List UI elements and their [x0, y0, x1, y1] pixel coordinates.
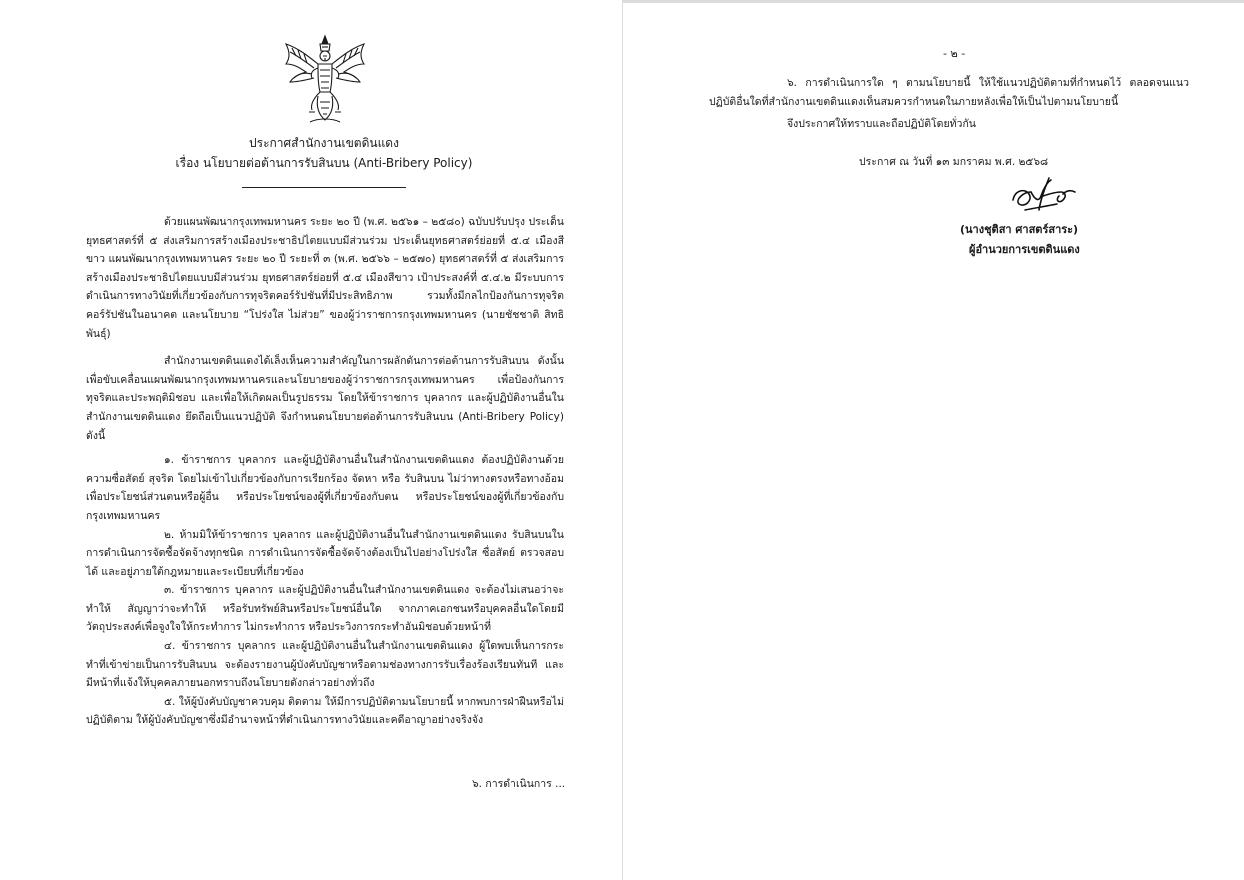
intro-paragraph: ด้วยแผนพัฒนากรุงเทพมหานคร ระยะ ๒๐ ปี (พ.ศ. ๒๕๖๑ – ๒๕๘๐) ฉบับปรับปรุง ประเด็นยุทธศาสตร์ที่ ๕ ส่งเสริมการสร้างเมืองประชาธิปไตยแบบมีส่วนร่วม ประเด็นยุทธศาสตร์ย่อยที่ ๕.๔ เมืองสีขาว แผนพัฒนากรุงเทพมหานคร ระยะ ๒๐ ปี ระยะที่ ๓ (พ.ศ. ๒๕๖๖ – ๒๕๗๐) ยุทธศาสตร์ที่ ๕ ส่งเสริมการสร้างเมืองประชาธิปไตยแบบมีส่วนร่วม ยุทธศาสตร์ย่อยที่ ๕.๔ เมืองสีขาว เป้าประสงค์ที่ ๕.๔.๒ มีระบบการดำเนินการทางวินัยที่เกี่ยวข้องกับการทุจริตคอร์รัปชันที่มีประสิทธิภาพ รวมทั้งมีกลไกป้องกันการทุจริตคอร์รัปชันในอนาคต และนโยบาย “โปร่งใส ไม่ส่วย” ของผู้ว่าราชการกรุงเทพมหานคร (นายชัชชาติ สิทธิพันธุ์): [86, 216, 564, 340]
policy-item-1: ๑. ข้าราชการ บุคลากร และผู้ปฏิบัติงานอื่นในสำนักงานเขตดินแดง ต้องปฏิบัติงานด้วยความซื่อสัตย์ สุจริต โดยไม่เข้าไปเกี่ยวข้องกับการเรียกร้อง จัดหา หรือ รับสินบน ไม่ว่าทางตรงหรือทางอ้อม เพื่อประโยชน์ส่วนตนหรือผู้อื่น หรือประโยชน์ของผู้ที่เกี่ยวข้องกับตน หรือประโยชน์ของผู้ที่เกี่ยวข้องกับกรุงเทพมหานคร: [86, 454, 564, 522]
signer-name: (นางชุติสา ศาสตร์สาระ): [960, 223, 1079, 236]
policy-item-5: ๕. ให้ผู้บังคับบัญชาควบคุม ติดตาม ให้มีการปฏิบัติตามนโยบายนี้ หากพบการฝ่าฝืนหรือไม่ปฏิบัติตาม ให้ผู้บังคับบัญชาซึ่งมีอำนาจหน้าที่ดำเนินการทางวินัยและคดีอาญาอย่างจริงจัง: [86, 695, 564, 727]
garuda-emblem-icon: [280, 34, 370, 126]
announcement-notice: จึงประกาศให้ทราบและถือปฏิบัติโดยทั่วกัน: [787, 118, 976, 130]
body-text-page-2: [709, 74, 1189, 134]
document-page-2: [623, 0, 1244, 880]
page-edge: [623, 0, 1244, 3]
continuation-marker: ๖. การดำเนินการ ...: [472, 778, 566, 790]
policy-item-6: ๖. การดำเนินการใด ๆ ตามนโยบายนี้ ให้ใช้แนวปฏิบัติตามที่กำหนดไว้ ตลอดจนแนวปฏิบัติอื่นใดที่สำนักงานเขตดินแดงเห็นสมควรกำหนดในภายหลังเพื่อให้เป็นไปตามนโยบายนี้: [709, 77, 1189, 108]
signature-icon: [1005, 170, 1081, 222]
announcement-subject: เรื่อง นโยบายต่อต้านการรับสินบน (Anti-Bribery Policy): [175, 156, 473, 170]
body-text-page-1: [86, 213, 564, 730]
policy-item-3: ๓. ข้าราชการ บุคลากร และผู้ปฏิบัติงานอื่นในสำนักงานเขตดินแดง จะต้องไม่เสนอว่าจะทำให้ สัญญาว่าจะทำให้ หรือรับทรัพย์สินหรือประโยชน์อื่นใด จากภาคเอกชนหรือบุคคลอื่นใดโดยมีวัตถุประสงค์เพื่อจูงใจให้กระทำการ ไม่กระทำการ หรือประวิงการกระทำอันมิชอบด้วยหน้าที่: [86, 584, 564, 634]
announcement-issuer: ประกาศสำนักงานเขตดินแดง: [249, 136, 399, 150]
purpose-paragraph: สำนักงานเขตดินแดงได้เล็งเห็นความสำคัญในการผลักดันการต่อต้านการรับสินบน ดังนั้น เพื่อขับเคลื่อนแผนพัฒนากรุงเทพมหานครและนโยบายของผู้ว่าราชการกรุงเทพมหานคร เพื่อป้องกันการทุจริตและประพฤติมิชอบ และเพื่อให้เกิดผลเป็นรูปธรรม โดยให้ข้าราชการ บุคลากร และผู้ปฏิบัติงานอื่นในสำนักงานเขตดินแดง ยึดถือเป็นแนวปฏิบัติ จึงกำหนดนโยบายต่อต้านการรับสินบน (Anti-Bribery Policy) ดังนี้: [86, 355, 564, 442]
title-divider: [242, 187, 406, 188]
page-number: - ๒ -: [943, 47, 966, 60]
signer-title: ผู้อำนวยการเขตดินแดง: [969, 243, 1080, 256]
policy-item-4: ๔. ข้าราชการ บุคลากร และผู้ปฏิบัติงานอื่นในสำนักงานเขตดินแดง ผู้ใดพบเห็นการกระทำที่เข้าข่ายเป็นการรับสินบน จะต้องรายงานผู้บังคับบัญชาหรือตามช่องทางการรับเรื่องร้องเรียนทันที และมีหน้าที่แจ้งให้บุคคลภายนอกทราบถึงนโยบายดังกล่าวอย่างทั่วถึง: [86, 640, 564, 690]
policy-item-2: ๒. ห้ามมิให้ข้าราชการ บุคลากร และผู้ปฏิบัติงานอื่นในสำนักงานเขตดินแดง รับสินบนในการดำเนินการจัดซื้อจัดจ้างทุกชนิด การดำเนินการจัดซื้อจัดจ้างต้องเป็นไปอย่างโปร่งใส ซื่อสัตย์ ตรวจสอบได้ และอยู่ภายใต้กฎหมายและระเบียบที่เกี่ยวข้อง: [86, 528, 564, 578]
announcement-date: ประกาศ ณ วันที่ ๑๓ มกราคม พ.ศ. ๒๕๖๘: [859, 156, 1049, 168]
